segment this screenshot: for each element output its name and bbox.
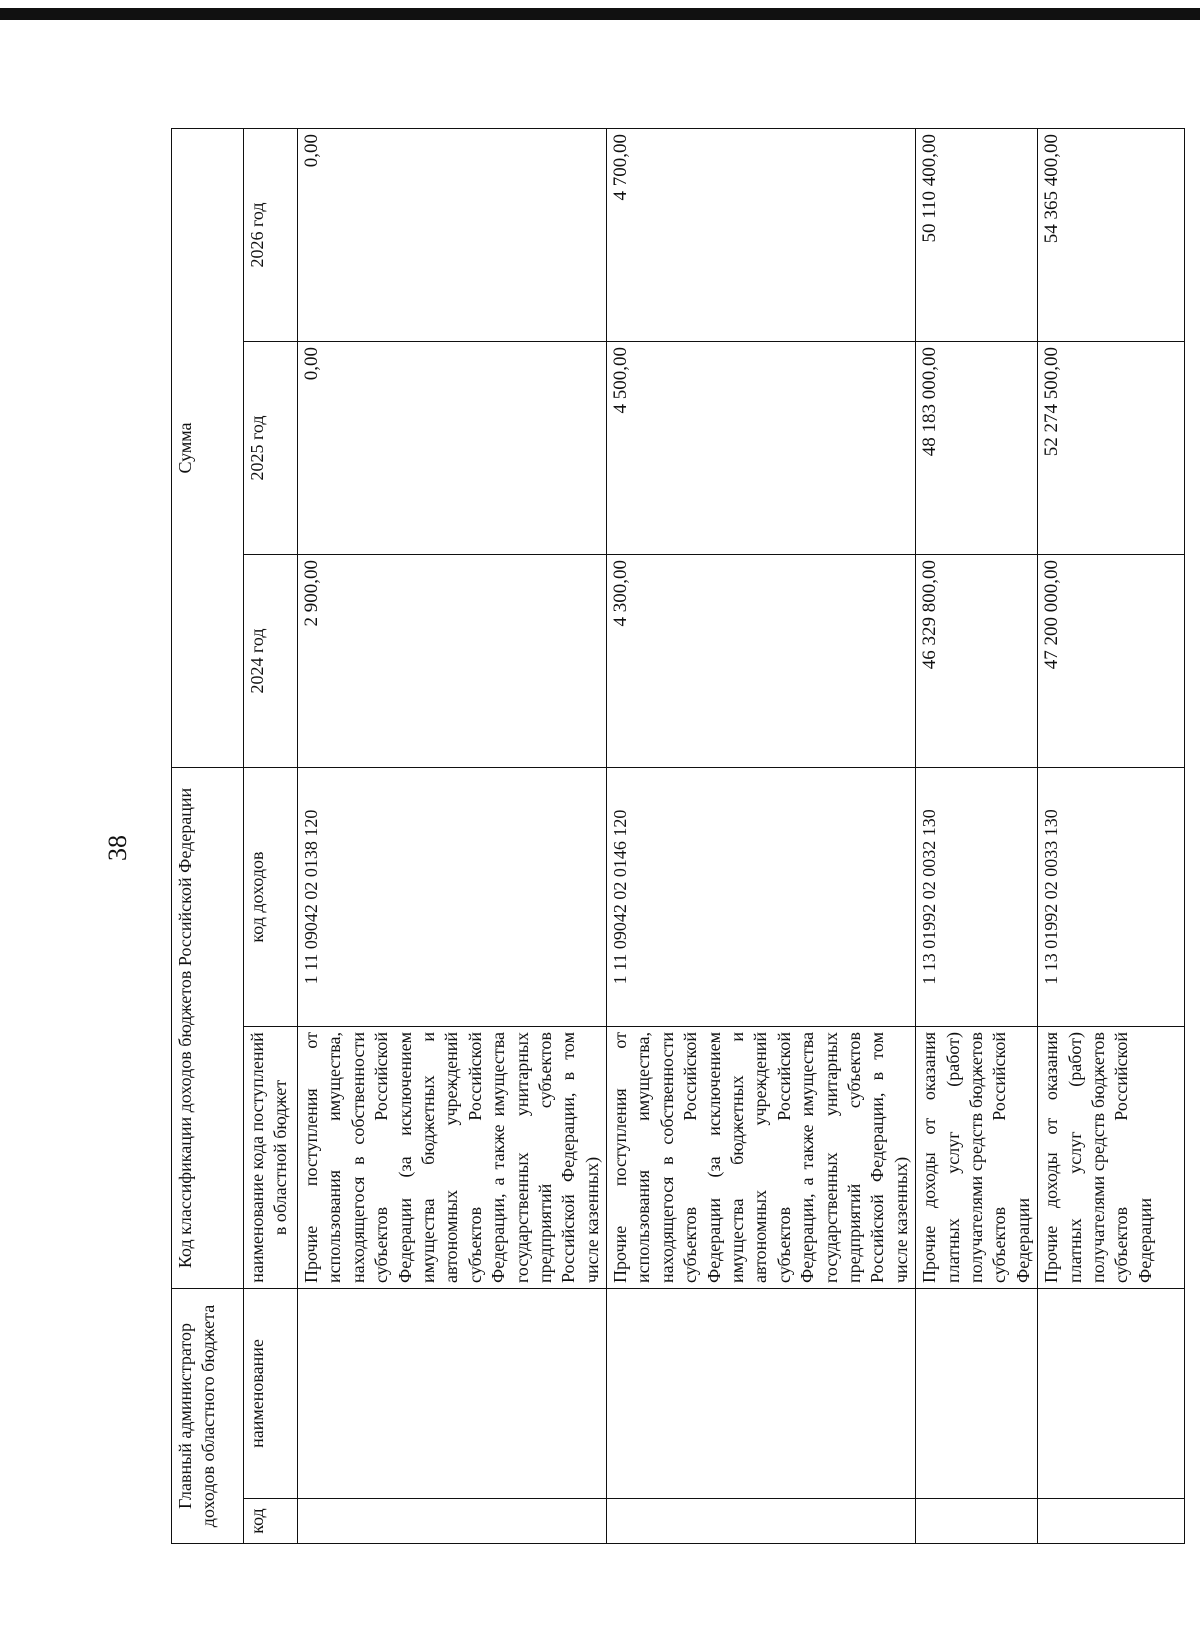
admin-code-cell	[607, 1499, 916, 1544]
income-name-cell: Прочие поступления от использования имущества, находящегося в собственности субъектов Российской Федерации (за исключением имущества бюджетных и автономных учреждений субъектов Российской Федерации, а также имущества государственных унитарных предприятий субъектов Российской Федерации, в том числе казенных)	[298, 1027, 607, 1289]
amount-2024-cell: 47 200 000,00	[1038, 555, 1185, 768]
income-code-cell: 1 13 01992 02 0033 130	[1038, 768, 1185, 1027]
income-name-cell: Прочие доходы от оказания платных услуг (работ) получателями средств бюджетов субъектов Российской Федерации	[916, 1027, 1038, 1289]
amount-2025-cell: 48 183 000,00	[916, 342, 1038, 555]
income-code-cell: 1 11 09042 02 0146 120	[607, 768, 916, 1027]
page-number: 38	[103, 835, 132, 861]
admin-code-header: код	[244, 1499, 298, 1544]
rotated-table-container	[171, 129, 1155, 1544]
admin-name-cell	[607, 1289, 916, 1499]
amount-2024-cell: 2 900,00	[298, 555, 607, 768]
header-row-top	[172, 129, 244, 1544]
amount-2025-cell: 52 274 500,00	[1038, 342, 1185, 555]
budget-income-table	[171, 128, 1185, 1544]
admin-name-header: наименование	[244, 1289, 298, 1499]
year-2026-header: 2026 год	[244, 129, 298, 342]
amount-2026-cell: 4 700,00	[607, 129, 916, 342]
table-row	[607, 129, 916, 1544]
income-code-cell: 1 13 01992 02 0032 130	[916, 768, 1038, 1027]
admin-code-cell	[298, 1499, 607, 1544]
scan-top-border	[0, 8, 1200, 20]
income-name-header: наименование кода поступлений в областной бюджет	[244, 1027, 298, 1289]
table-row	[298, 129, 607, 1544]
amount-2025-cell: 0,00	[298, 342, 607, 555]
header-row-sub	[244, 129, 298, 1544]
admin-code-cell	[916, 1499, 1038, 1544]
income-name-cell: Прочие поступления от использования имущества, находящегося в собственности субъектов Российской Федерации (за исключением имущества бюджетных и автономных учреждений субъектов Российской Федерации, а также имущества государственных унитарных предприятий субъектов Российской Федерации, в том числе казенных)	[607, 1027, 916, 1289]
income-code-cell: 1 11 09042 02 0138 120	[298, 768, 607, 1027]
amount-2024-cell: 4 300,00	[607, 555, 916, 768]
admin-name-cell	[1038, 1289, 1185, 1499]
admin-code-cell	[1038, 1499, 1185, 1544]
classification-header: Код классификации доходов бюджетов Российской Федерации	[172, 768, 244, 1289]
year-2024-header: 2024 год	[244, 555, 298, 768]
income-name-cell: Прочие доходы от оказания платных услуг (работ) получателями средств бюджетов субъектов Российской Федерации	[1038, 1027, 1185, 1289]
year-2025-header: 2025 год	[244, 342, 298, 555]
admin-name-cell	[916, 1289, 1038, 1499]
main-admin-header: Главный администратор доходов областного бюджета	[172, 1289, 244, 1544]
amount-header: Сумма	[172, 129, 244, 768]
amount-2026-cell: 50 110 400,00	[916, 129, 1038, 342]
table-row	[1038, 129, 1185, 1544]
amount-2026-cell: 54 365 400,00	[1038, 129, 1185, 342]
table-row	[916, 129, 1038, 1544]
amount-2024-cell: 46 329 800,00	[916, 555, 1038, 768]
amount-2025-cell: 4 500,00	[607, 342, 916, 555]
admin-name-cell	[298, 1289, 607, 1499]
income-code-header: код доходов	[244, 768, 298, 1027]
amount-2026-cell: 0,00	[298, 129, 607, 342]
